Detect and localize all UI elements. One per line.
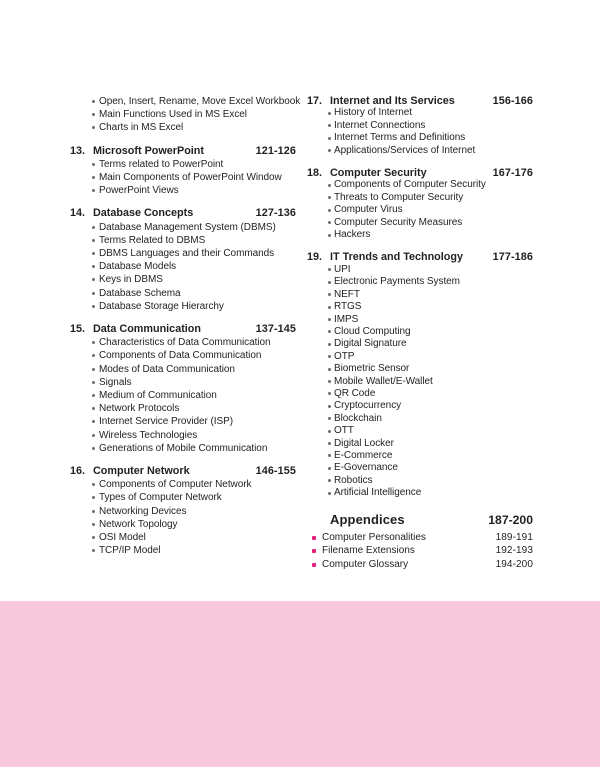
- bullet-dot-icon: [328, 479, 331, 482]
- toc-item: [307, 264, 533, 276]
- toc-item: [70, 544, 296, 557]
- toc-item: [307, 229, 533, 241]
- toc-item-label: Database Models: [99, 261, 177, 273]
- toc-item: [307, 107, 533, 119]
- toc-item: [70, 260, 296, 273]
- toc-item-label: PowerPoint Views: [99, 185, 179, 197]
- toc-item: [70, 158, 296, 171]
- toc-item-label: Characteristics of Data Communication: [99, 337, 271, 349]
- section-header: [70, 145, 296, 158]
- section-title: Internet and Its Services: [330, 95, 455, 107]
- appendix-item-label: Filename Extensions: [322, 545, 415, 557]
- appendix-item: [307, 544, 533, 558]
- bullet-dot-icon: [92, 407, 95, 410]
- toc-item-label: QR Code: [334, 387, 376, 399]
- toc-section-13: [70, 145, 296, 198]
- bullet-dot-icon: [328, 467, 331, 470]
- toc-item: [307, 314, 533, 326]
- toc-item: [307, 301, 533, 313]
- bullet-dot-icon: [92, 510, 95, 513]
- section-pages: 177-186: [492, 251, 533, 264]
- appendix-item-pages: 189-191: [495, 531, 533, 543]
- toc-item: [70, 389, 296, 402]
- bullet-dot-icon: [328, 442, 331, 445]
- footer-pink-band: [0, 601, 600, 767]
- bullet-dot-icon: [328, 492, 331, 495]
- bullet-dot-icon: [328, 306, 331, 309]
- toc-item: [70, 349, 296, 362]
- bullet-dot-icon: [328, 318, 331, 321]
- toc-item: [70, 121, 296, 134]
- section-title: IT Trends and Technology: [330, 251, 463, 264]
- bullet-dot-icon: [328, 124, 331, 127]
- toc-item: [307, 179, 533, 191]
- toc-item-label: Artificial Intelligence: [334, 487, 422, 499]
- bullet-dot-icon: [92, 265, 95, 268]
- toc-item: [70, 273, 296, 286]
- bullet-dot-icon: [92, 226, 95, 229]
- section-header: [70, 207, 296, 220]
- toc-column-left: [70, 95, 301, 558]
- bullet-dot-icon: [92, 549, 95, 552]
- toc-item: [70, 171, 296, 184]
- toc-item-label: Components of Computer Security: [334, 179, 486, 191]
- appendix-header: [307, 512, 533, 527]
- toc-item-label: Network Protocols: [99, 403, 180, 415]
- bullet-dot-icon: [328, 221, 331, 224]
- bullet-dot-icon: [328, 355, 331, 358]
- appendix-block: [307, 512, 533, 572]
- toc-item-label: Biometric Sensor: [334, 363, 410, 375]
- toc-section-19: [307, 251, 533, 499]
- toc-item-label: NEFT: [334, 288, 360, 300]
- toc-item: [70, 518, 296, 531]
- toc-column-right: [307, 95, 533, 571]
- section-title: Data Communication: [93, 323, 201, 336]
- toc-item-label: IMPS: [334, 313, 359, 325]
- bullet-dot-icon: [92, 523, 95, 526]
- section-number: 17.: [307, 95, 323, 107]
- toc-item: [307, 217, 533, 229]
- toc-item: [70, 491, 296, 504]
- bullet-dot-icon: [92, 100, 95, 103]
- bullet-dot-icon: [328, 330, 331, 333]
- appendix-item-pages: 194-200: [495, 558, 533, 570]
- bullet-dot-icon: [328, 405, 331, 408]
- toc-item-label: Main Functions Used in MS Excel: [99, 109, 247, 121]
- toc-item-label: E-Governance: [334, 462, 398, 474]
- toc-item: [307, 475, 533, 487]
- toc-lead-items: [70, 95, 301, 135]
- bullet-dot-icon: [92, 252, 95, 255]
- toc-item: [307, 388, 533, 400]
- section-number: 16.: [70, 465, 86, 478]
- bullet-dot-icon: [92, 536, 95, 539]
- appendix-item-label: Computer Personalities: [322, 531, 426, 543]
- toc-item-label: Types of Computer Network: [99, 492, 222, 504]
- toc-item: [70, 478, 296, 491]
- toc-item-label: OTP: [334, 350, 355, 362]
- bullet-dot-icon: [92, 341, 95, 344]
- toc-item: [307, 351, 533, 363]
- bullet-dot-icon: [328, 268, 331, 271]
- section-title: Database Concepts: [93, 207, 194, 220]
- toc-item: [307, 338, 533, 350]
- toc-item-label: Cryptocurrency: [334, 400, 402, 412]
- toc-item: [70, 415, 296, 428]
- toc-item: [307, 450, 533, 462]
- bullet-dot-icon: [92, 176, 95, 179]
- section-number: 13.: [70, 144, 86, 157]
- toc-item-label: Applications/Services of Internet: [334, 144, 476, 156]
- bullet-dot-icon: [92, 496, 95, 499]
- bullet-dot-icon: [328, 293, 331, 296]
- square-bullet-icon: [312, 549, 316, 553]
- toc-item: [70, 95, 301, 108]
- toc-item: [70, 531, 296, 544]
- toc-item-label: Modes of Data Communication: [99, 363, 235, 375]
- toc-item-label: Database Management System (DBMS): [99, 221, 276, 233]
- toc-item: [307, 438, 533, 450]
- bullet-dot-icon: [328, 112, 331, 115]
- bullet-dot-icon: [328, 417, 331, 420]
- toc-item-label: Mobile Wallet/E-Wallet: [334, 375, 433, 387]
- bullet-dot-icon: [92, 163, 95, 166]
- toc-item: [307, 425, 533, 437]
- toc-item-label: Threats to Computer Security: [334, 191, 464, 203]
- bullet-dot-icon: [328, 380, 331, 383]
- section-pages: 121-126: [255, 144, 296, 157]
- bullet-dot-icon: [328, 454, 331, 457]
- bullet-dot-icon: [328, 392, 331, 395]
- bullet-dot-icon: [92, 113, 95, 116]
- toc-item: [307, 487, 533, 499]
- bullet-dot-icon: [92, 239, 95, 242]
- toc-item-label: Components of Data Communication: [99, 350, 262, 362]
- appendix-item-label: Computer Glossary: [322, 558, 409, 570]
- toc-item: [70, 184, 296, 197]
- toc-item-label: DBMS Languages and their Commands: [99, 248, 275, 260]
- section-title: Computer Network: [93, 465, 190, 478]
- toc-item: [307, 376, 533, 388]
- bullet-dot-icon: [328, 209, 331, 212]
- toc-item-label: Generations of Mobile Communication: [99, 442, 268, 454]
- toc-item: [307, 192, 533, 204]
- bullet-dot-icon: [328, 430, 331, 433]
- bullet-dot-icon: [328, 149, 331, 152]
- toc-item: [70, 287, 296, 300]
- section-header: [307, 95, 533, 107]
- toc-item-label: Digital Locker: [334, 437, 394, 449]
- section-number: 18.: [307, 167, 323, 180]
- section-pages: 137-145: [255, 323, 296, 336]
- appendix-item-pages: 192-193: [495, 545, 533, 557]
- section-pages: 146-155: [255, 465, 296, 478]
- bullet-dot-icon: [92, 483, 95, 486]
- toc-section-14: [70, 207, 296, 313]
- toc-item: [307, 413, 533, 425]
- toc-item: [307, 120, 533, 132]
- appendix-item: [307, 558, 533, 572]
- toc-item-label: OSI Model: [99, 532, 146, 544]
- toc-item-label: Internet Connections: [334, 119, 426, 131]
- bullet-dot-icon: [92, 381, 95, 384]
- toc-item-label: Cloud Computing: [334, 325, 411, 337]
- toc-item: [70, 108, 296, 121]
- toc-item: [70, 234, 296, 247]
- toc-item: [70, 221, 296, 234]
- bullet-dot-icon: [328, 234, 331, 237]
- toc-section-15: [70, 323, 296, 455]
- toc-item: [307, 326, 533, 338]
- bullet-dot-icon: [328, 196, 331, 199]
- toc-item-label: Network Topology: [99, 518, 178, 530]
- bullet-dot-icon: [92, 368, 95, 371]
- toc-item: [70, 247, 296, 260]
- toc-item-label: Electronic Payments System: [334, 276, 460, 288]
- toc-item: [307, 363, 533, 375]
- section-pages: 156-166: [492, 95, 533, 107]
- toc-item-label: E-Commerce: [334, 449, 393, 461]
- toc-item: [307, 462, 533, 474]
- bullet-dot-icon: [328, 137, 331, 140]
- bullet-dot-icon: [328, 343, 331, 346]
- toc-item-label: Open, Insert, Rename, Move Excel Workbook: [99, 96, 301, 107]
- bullet-dot-icon: [92, 305, 95, 308]
- toc-item-label: Hackers: [334, 229, 371, 241]
- toc-item-label: Database Storage Hierarchy: [99, 300, 224, 312]
- section-header: [307, 251, 533, 263]
- bullet-dot-icon: [92, 354, 95, 357]
- toc-item-label: Keys in DBMS: [99, 274, 163, 286]
- section-title: Computer Security: [330, 167, 427, 180]
- section-header: [70, 465, 296, 478]
- toc-item: [307, 276, 533, 288]
- toc-item: [70, 376, 296, 389]
- toc-item-label: RTGS: [334, 301, 362, 313]
- toc-item-label: TCP/IP Model: [99, 545, 161, 557]
- toc-item: [70, 336, 296, 349]
- toc-item-label: Components of Computer Network: [99, 479, 252, 491]
- section-header: [70, 323, 296, 336]
- toc-section-16: [70, 465, 296, 557]
- bullet-dot-icon: [92, 126, 95, 129]
- bullet-dot-icon: [92, 447, 95, 450]
- toc-item: [70, 505, 296, 518]
- bullet-dot-icon: [92, 420, 95, 423]
- section-number: 14.: [70, 207, 86, 220]
- toc-item: [70, 300, 296, 313]
- toc-item: [70, 363, 296, 376]
- toc-item: [70, 402, 296, 415]
- toc-item-label: Database Schema: [99, 287, 181, 299]
- section-number: 15.: [70, 323, 86, 336]
- toc-item-label: Digital Signature: [334, 338, 407, 350]
- toc-item: [307, 289, 533, 301]
- section-pages: 127-136: [255, 207, 296, 220]
- toc-item-label: Charts in MS Excel: [99, 122, 184, 134]
- toc-item: [70, 429, 296, 442]
- bullet-dot-icon: [92, 434, 95, 437]
- bullet-dot-icon: [328, 184, 331, 187]
- toc-item-label: Terms Related to DBMS: [99, 234, 206, 246]
- toc-item-label: Networking Devices: [99, 505, 187, 517]
- toc-section-18: [307, 167, 533, 241]
- toc-item: [307, 400, 533, 412]
- appendix-pages: 187-200: [488, 512, 533, 527]
- square-bullet-icon: [312, 536, 316, 540]
- toc-section-17: [307, 95, 533, 157]
- toc-item-label: OTT: [334, 425, 354, 437]
- bullet-dot-icon: [328, 368, 331, 371]
- section-header: [307, 167, 533, 179]
- section-title: Microsoft PowerPoint: [93, 144, 204, 157]
- square-bullet-icon: [312, 563, 316, 567]
- toc-item-label: Terms related to PowerPoint: [99, 158, 224, 170]
- toc-item-label: Signals: [99, 376, 132, 388]
- toc-item-label: Wireless Technologies: [99, 429, 198, 441]
- toc-item: [70, 442, 296, 455]
- toc-item-label: Main Components of PowerPoint Window: [99, 172, 282, 184]
- toc-item-label: Computer Security Measures: [334, 216, 463, 228]
- toc-item: [307, 145, 533, 157]
- toc-item: [307, 132, 533, 144]
- bullet-dot-icon: [92, 189, 95, 192]
- bullet-dot-icon: [92, 292, 95, 295]
- toc-item-label: Internet Terms and Definitions: [334, 132, 466, 144]
- bullet-dot-icon: [328, 281, 331, 284]
- bullet-dot-icon: [92, 278, 95, 281]
- toc-item-label: History of Internet: [334, 107, 412, 119]
- section-number: 19.: [307, 251, 323, 264]
- bullet-dot-icon: [92, 394, 95, 397]
- toc-item-label: Computer Virus: [334, 204, 403, 216]
- toc-item-label: Blockchain: [334, 412, 382, 424]
- appendix-title: Appendices: [330, 511, 405, 527]
- section-pages: 167-176: [492, 167, 533, 180]
- toc-item: [307, 204, 533, 216]
- appendix-item: [307, 531, 533, 545]
- toc-item-label: Robotics: [334, 474, 373, 486]
- toc-item-label: Internet Service Provider (ISP): [99, 416, 234, 428]
- toc-item-label: Medium of Communication: [99, 390, 217, 402]
- toc-item-label: UPI: [334, 263, 351, 275]
